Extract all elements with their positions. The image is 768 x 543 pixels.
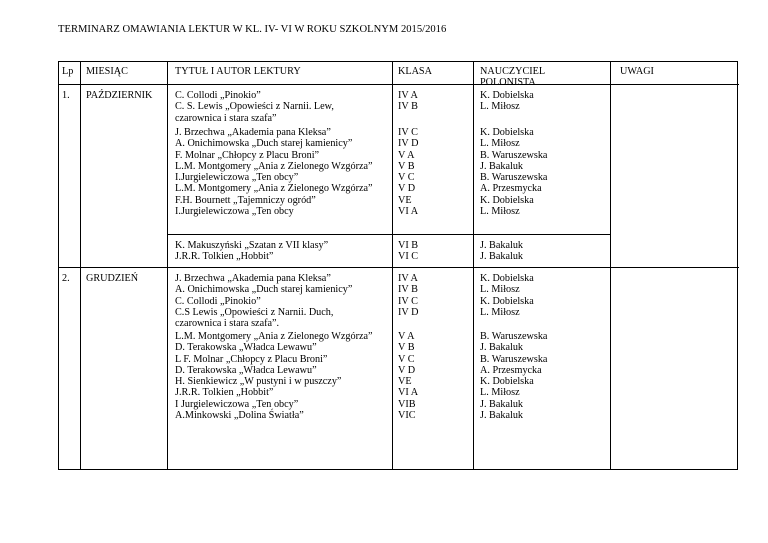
header-divider [59,84,739,85]
header-teacher: NAUCZYCIEL POLONISTA [480,66,546,89]
row-month: GRUDZIEŃ [86,273,139,284]
column-divider [610,62,611,469]
header-month: MIESIĄC [86,66,128,77]
teacher-list: J. Bakaluk J. Bakaluk [480,240,524,263]
column-divider [80,62,81,469]
header-title: TYTUŁ I AUTOR LEKTURY [175,66,301,77]
row-divider [59,267,739,268]
class-list: V A V B V C V D VE VI A VIB VIC [398,331,419,422]
teacher-list: K. Dobielska L. Miłosz K. Dobielska L. Miłosz [480,273,534,318]
book-list: C. Collodi „Pinokio” C. S. Lewis „Opowieści z Narnii. Lew, czarownica i stara szafa” [175,90,334,124]
column-divider [167,62,168,469]
header-class: KLASA [398,66,432,77]
teacher-list: K. Dobielska L. Miłosz B. Waruszewska J. Bakaluk B. Waruszewska A. Przesmycka K. Dobielska L. Miłosz [480,127,548,218]
column-divider [392,62,393,469]
book-list: J. Brzechwa „Akademia pana Kleksa” A. Onichimowska „Duch starej kamienicy” C. Collodi „Pinokio” C.S Lewis „Opowieści z Narnii. Duch, czarownica i stara szafa”. [175,273,353,330]
class-list: VI B VI C [398,240,419,263]
row-number: 2. [62,273,70,284]
header-lp: Lp [62,66,74,77]
class-list: IV A IV B IV C IV D [398,273,419,318]
book-list: L.M. Montgomery „Ania z Zielonego Wzgórza” D. Terakowska „Władca Lewawu” L F. Molnar „Chłopcy z Placu Broni” D. Terakowska „Władca Lewawu” H. Sienkiewicz „W pustyni i w puszczy” J.R.R. Tolkien „Hobbit” I Jurgielewiczowa „Ten obcy” A.Minkowski „Dolina Światła” [175,331,373,422]
teacher-list: B. Waruszewska J. Bakaluk B. Waruszewska A. Przesmycka K. Dobielska L. Miłosz J. Bakaluk J. Bakaluk [480,331,548,422]
teacher-list: K. Dobielska L. Miłosz [480,90,534,113]
schedule-table [58,61,738,470]
class-list: IV A IV B [398,90,418,113]
row-number: 1. [62,90,70,101]
block-divider [167,234,610,235]
column-divider [473,62,474,469]
book-list: K. Makuszyński „Szatan z VII klasy” J.R.R. Tolkien „Hobbit” [175,240,329,263]
row-month: PAŹDZIERNIK [86,90,153,101]
header-notes: UWAGI [620,66,654,77]
class-list: IV C IV D V A V B V C V D VE VI A [398,127,419,218]
book-list: J. Brzechwa „Akademia pana Kleksa” A. Onichimowska „Duch starej kamienicy” F. Molnar „Chłopcy z Placu Broni” L.M. Montgomery „Ania z Zielonego Wzgórza” I.Jurgielewiczowa „Ten obcy” L.M. Montgomery „Ania z Zielonego Wzgórza” F.H. Bournett „Tajemniczy ogród” I.Jurgielewiczowa „Ten obcy [175,127,373,218]
document-title: TERMINARZ OMAWIANIA LEKTUR W KL. IV- VI W ROKU SZKOLNYM 2015/2016 [58,24,447,35]
